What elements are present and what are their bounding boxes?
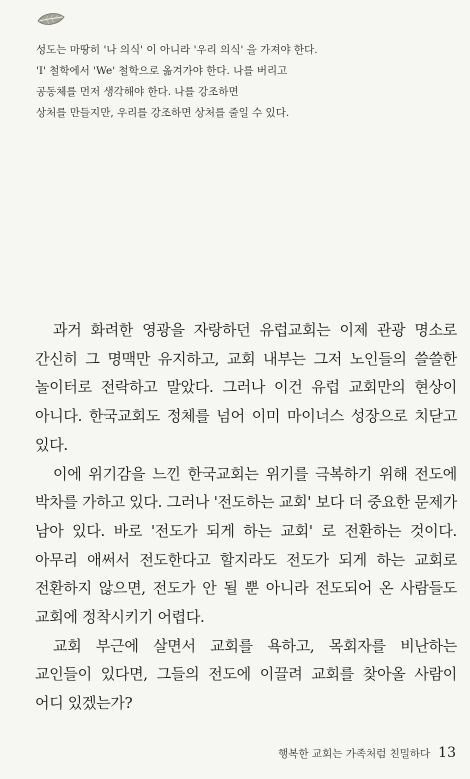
epigraph-line: 공동체를 먼저 생각해야 한다. 나를 강조하면 bbox=[36, 86, 239, 98]
epigraph-line: 성도는 마땅히 '나 의식' 이 아니라 '우리 의식' 을 가져야 한다. bbox=[36, 44, 318, 56]
page-footer bbox=[278, 745, 456, 761]
page-number: 13 bbox=[438, 745, 456, 761]
epigraph-line: 상처를 만들지만, 우리를 강조하면 상처를 줄일 수 있다. bbox=[36, 107, 290, 119]
epigraph-line: 'I' 철학에서 'We' 철학으로 옮겨가야 한다. 나를 버리고 bbox=[36, 65, 288, 77]
epigraph-quote bbox=[36, 40, 436, 124]
body-paragraph: 교회 부근에 살면서 교회를 욕하고, 목회자를 비난하는 교인들이 있다면, 그들의 전도에 이끌려 교회를 찾아올 사람이 어디 있겠는가? bbox=[35, 636, 457, 713]
leaf-icon bbox=[36, 10, 66, 30]
running-title: 행복한 교회는 가족처럼 친밀하다 bbox=[278, 748, 431, 760]
body-text bbox=[35, 316, 457, 718]
body-paragraph: 과거 화려한 영광을 자랑하던 유럽교회는 이제 관광 명소로 간신히 그 명맥만 유지하고, 교회 내부는 그저 노인들의 쓸쓸한 놀이터로 전락하고 말았다. 그러나 이건 유럽 교회만의 현상이 아니다. 한국교회도 정체를 넘어 이미 마이너스 성장으로 치닫고 있다. bbox=[35, 321, 457, 454]
body-paragraph: 이에 위기감을 느낀 한국교회는 위기를 극복하기 위해 전도에 박차를 가하고 있다. 그러나 '전도하는 교회' 보다 더 중요한 문제가 남아 있다. 바로 '전도가 되게 하는 교회' 로 전환하는 것이다. 아무리 애써서 전도한다고 할지라도 전도가 되게 하는 교회로 전환하지 않으면, 전도가 안 될 뿐 아니라 전도되어 온 사람들도 교회에 정착시키기 어렵다. bbox=[35, 464, 457, 627]
